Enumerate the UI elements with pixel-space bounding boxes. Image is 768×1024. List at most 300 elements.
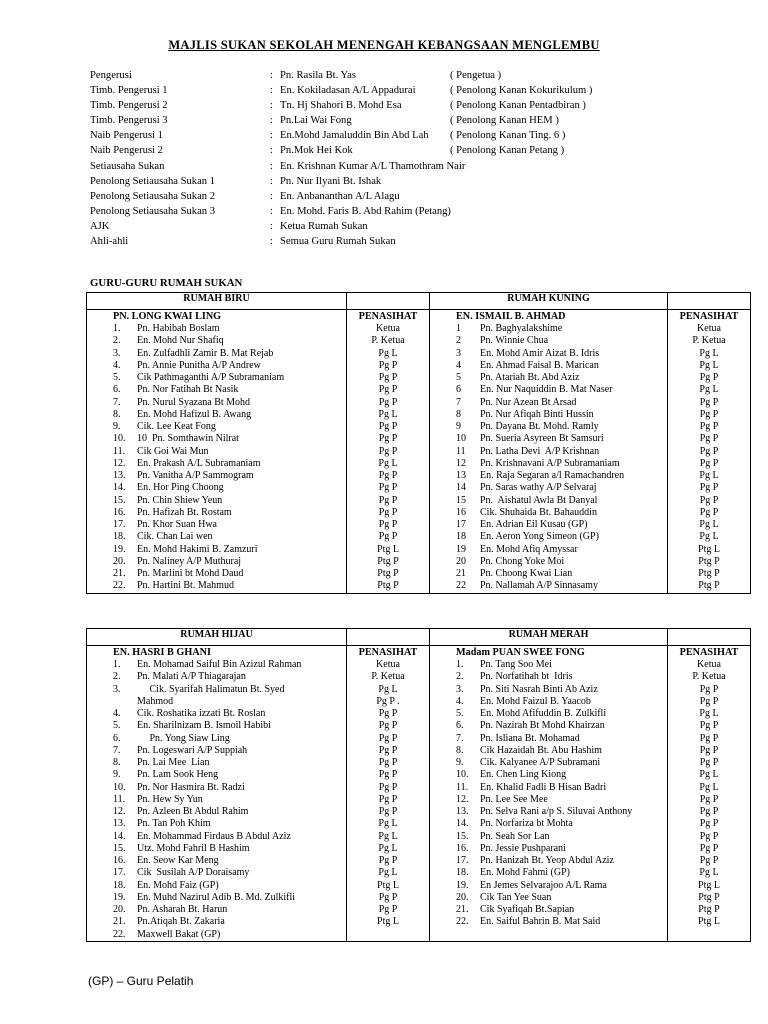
member-number: 19. <box>113 543 126 555</box>
member-role: Pg P <box>378 720 398 732</box>
member-row <box>87 769 346 781</box>
member-role: Ptg L <box>377 543 399 555</box>
member-name: Cik Goi Wai Mun <box>137 445 209 457</box>
member-number: 5. <box>113 372 121 383</box>
member-name: Pn. Seah Sor Lan <box>480 830 550 842</box>
house-header-row <box>87 293 751 310</box>
committee-row <box>90 234 730 249</box>
house-lead-teacher: EN. HASRI B GHANI <box>113 647 211 658</box>
member-row <box>87 904 346 916</box>
member-name: Cik Pathmaganthi A/P Subramaniam <box>137 372 285 383</box>
member-name: En. Mohamad Saiful Bin Azizul Rahman <box>137 659 302 670</box>
member-number: 19. <box>456 879 469 891</box>
member-number: 1. <box>113 659 121 670</box>
member-number: 21. <box>113 568 126 579</box>
member-role: Ketua <box>376 659 400 670</box>
penasihat-header: PENASIHAT <box>679 647 739 658</box>
member-name: Pn. Krishnavani A/P Subramaniam <box>480 457 620 469</box>
member-name: En. Mohd Faizul B. Yaacob <box>480 695 591 707</box>
member-name: Pn. Tan Poh Khim <box>137 818 211 830</box>
member-number: 11. <box>456 781 469 793</box>
member-role: Pg P <box>378 421 398 432</box>
member-number: 13 <box>456 470 466 481</box>
member-row <box>87 384 346 396</box>
member-name: Pn. Winnie Chua <box>480 335 549 347</box>
member-role: Pg P <box>699 506 719 518</box>
member-role: Pg P <box>378 757 398 768</box>
member-role: Pg P <box>378 744 398 756</box>
member-name: Utz. Mohd Fahril B Hashim <box>137 842 250 854</box>
member-name: Pn. Malati A/P Thiagarajan <box>137 671 246 683</box>
member-row <box>87 409 346 421</box>
member-name: En. Zulfadhli Zamir B. Mat Rejab <box>137 347 274 359</box>
member-roles-cell <box>347 310 430 594</box>
member-role: Ptg L <box>698 916 720 928</box>
house-name: RUMAH BIRU <box>87 293 347 310</box>
member-name: En. Khalid Fadli B Hisan Badri <box>480 781 607 793</box>
member-row <box>87 684 346 696</box>
committee-colon: : <box>270 220 273 232</box>
committee-colon: : <box>270 190 273 202</box>
member-role: Pg P <box>699 445 719 457</box>
member-name: Pn. Chin Shiew Yeun <box>137 494 223 506</box>
member-number: 19 <box>456 543 466 555</box>
member-name: En. Sharilnizam B. Ismoil Habibi <box>137 720 271 732</box>
member-row <box>87 757 346 769</box>
member-role: Pg P <box>378 384 398 396</box>
committee-colon: : <box>270 130 273 142</box>
member-role: Ketua <box>697 659 721 670</box>
member-number: 20. <box>113 555 126 567</box>
member-row <box>430 745 667 757</box>
member-name: Pn. Hartini Bt. Mahmud <box>137 580 234 592</box>
member-name: En. Raja Segaran a/l Ramachandren <box>480 470 625 481</box>
member-number: 17 <box>456 519 466 530</box>
member-role: Ptg P <box>698 555 720 567</box>
committee-row <box>90 189 730 204</box>
committee-role: Timb. Pengerusi 3 <box>90 115 168 127</box>
member-row <box>87 507 346 519</box>
member-number: 6. <box>113 384 121 396</box>
committee-row <box>90 113 730 128</box>
house-lead-teacher: Madam PUAN SWEE FONG <box>456 647 585 658</box>
member-name: 10 Pn. Somthawin Nilrat <box>137 433 239 445</box>
member-name: Pn. Lam Sook Heng <box>137 769 219 781</box>
member-row <box>430 659 667 671</box>
member-number: 4. <box>456 695 464 707</box>
member-number: 6 <box>456 384 461 396</box>
member-name: Pn. Nazirah Bt Mohd Khairzan <box>480 720 605 732</box>
member-row <box>430 568 667 580</box>
committee-name: En. Mohd. Faris B. Abd Rahim (Petang) <box>280 205 451 217</box>
committee-colon: : <box>270 175 273 187</box>
house-lead-teacher: PN. LONG KWAI LING <box>113 311 222 322</box>
member-name: Pn. Aishatul Awla Bt Danyal <box>480 494 598 506</box>
member-row <box>87 696 346 708</box>
member-number: 11. <box>113 793 126 805</box>
member-row <box>87 818 346 830</box>
member-number: 15 <box>456 494 466 506</box>
member-role: Ptg P <box>698 904 720 915</box>
member-row <box>430 580 667 592</box>
member-role: Pg P <box>699 421 719 432</box>
committee-name: Tn. Hj Shahori B. Mohd Esa <box>280 100 402 112</box>
house-header-row <box>87 629 751 646</box>
member-number: 14 <box>456 482 466 494</box>
member-role: Pg L <box>699 781 719 793</box>
member-role: Pg P <box>699 720 719 732</box>
member-role: Ptg P <box>698 568 720 579</box>
member-number: 22. <box>113 928 126 940</box>
member-number: 3. <box>113 347 121 359</box>
member-role: Pg P <box>699 806 719 817</box>
member-role: Ketua <box>376 323 400 334</box>
member-role: Pg L <box>699 347 719 359</box>
member-role: P. Ketua <box>371 335 405 347</box>
member-role: Pg L <box>699 867 719 879</box>
member-roles-cell <box>668 310 751 594</box>
member-number: 22. <box>113 580 126 592</box>
empty-cell <box>347 293 430 310</box>
member-number: 7. <box>113 744 121 756</box>
member-name: Pn. Norfatihah bt Idris <box>480 671 573 683</box>
member-number: 7. <box>113 396 121 408</box>
member-role: Pg L <box>378 347 398 359</box>
member-row <box>430 348 667 360</box>
member-name: En. Mohammad Firdaus B Abdul Aziz <box>137 830 291 842</box>
committee-colon: : <box>270 205 273 217</box>
member-name: En. Adrian Eil Kusau (GP) <box>480 519 588 530</box>
member-role: Pg P <box>378 482 398 494</box>
member-row <box>430 843 667 855</box>
member-role: Pg L <box>378 830 398 842</box>
member-names-cell <box>87 646 347 942</box>
member-name: Pn. Choong Kwai Lian <box>480 568 573 579</box>
member-role: Pg P <box>378 806 398 817</box>
member-number: 7. <box>456 732 464 744</box>
penasihat-header: PENASIHAT <box>358 647 418 658</box>
member-role: Pg P <box>699 408 719 420</box>
member-names-cell <box>430 646 668 942</box>
member-number: 12. <box>456 793 469 805</box>
house-name: RUMAH HIJAU <box>87 629 347 646</box>
member-role: Pg P <box>378 506 398 518</box>
member-number: 15. <box>113 842 126 854</box>
member-role: Pg P <box>378 769 398 781</box>
member-row <box>430 684 667 696</box>
house-name: RUMAH MERAH <box>430 629 668 646</box>
member-role: Ptg L <box>377 916 399 928</box>
member-name: Pn. Lai Mee Lian <box>137 757 210 768</box>
member-role: Pg L <box>699 519 719 530</box>
member-role: Pg P <box>378 732 398 744</box>
member-name: Pn. Nur Azean Bt Arsad <box>480 396 577 408</box>
committee-colon: : <box>270 70 273 81</box>
member-role: Pg P <box>699 695 719 707</box>
member-role: Pg L <box>378 683 398 695</box>
member-role: Pg L <box>699 769 719 781</box>
member-role: Pg P <box>699 433 719 445</box>
member-row <box>430 880 667 892</box>
member-role: Pg P <box>378 781 398 793</box>
committee-row <box>90 68 730 83</box>
member-number: 6. <box>113 732 121 744</box>
member-row <box>430 519 667 531</box>
member-role: Pg P <box>699 818 719 830</box>
member-row <box>87 335 346 347</box>
committee-name: Pn.Lai Wai Fong <box>280 115 352 127</box>
house-body-row <box>87 646 751 942</box>
member-row <box>430 671 667 683</box>
member-row <box>87 929 346 941</box>
committee-name: Pn. Rasila Bt. Yas <box>280 70 356 81</box>
committee-note: ( Pengetua ) <box>450 70 502 81</box>
member-row <box>87 745 346 757</box>
member-number: 13. <box>113 818 126 830</box>
member-name: Pn. Jessie Pushparani <box>480 842 566 854</box>
member-roles-cell <box>668 646 751 942</box>
house-lead-teacher: EN. ISMAIL B. AHMAD <box>456 311 566 322</box>
committee-row <box>90 204 730 219</box>
member-number: 8 <box>456 408 461 420</box>
member-row <box>87 397 346 409</box>
member-number: 18. <box>456 867 469 879</box>
empty-cell <box>668 293 751 310</box>
member-number: 12. <box>113 457 126 469</box>
member-name: Cik. Lee Keat Fong <box>137 421 216 432</box>
member-name: En. Mohd Amir Aizat B. Idris <box>480 347 600 359</box>
member-row <box>87 446 346 458</box>
member-number: 13. <box>113 470 126 481</box>
member-name: Pn. Tang Soo Mei <box>480 659 552 670</box>
member-role: Pg L <box>378 867 398 879</box>
member-row <box>430 495 667 507</box>
houses-table-bottom <box>86 628 751 942</box>
member-row <box>87 348 346 360</box>
committee-name: En. Kokiladasan A/L Appadurai <box>280 85 416 97</box>
member-number: 5 <box>456 372 461 383</box>
houses-table-top <box>86 292 751 594</box>
member-role: Pg P <box>378 708 398 719</box>
member-row <box>430 482 667 494</box>
member-row <box>430 757 667 769</box>
member-name: En. Mohd Nur Shafiq <box>137 335 224 347</box>
member-role: Pg P . <box>376 695 400 707</box>
committee-note: ( Penolong Kanan HEM ) <box>450 115 559 127</box>
member-row <box>87 733 346 745</box>
member-row <box>87 659 346 671</box>
member-row <box>87 916 346 928</box>
committee-role: Pengerusi <box>90 70 132 81</box>
member-row <box>430 372 667 384</box>
member-name: En. Chen Ling Kiong <box>480 769 567 781</box>
member-number: 5. <box>113 720 121 732</box>
footnote: (GP) – Guru Pelatih <box>88 974 194 988</box>
member-number: 11. <box>113 445 126 457</box>
member-number: 18 <box>456 531 466 543</box>
member-role: Pg P <box>699 793 719 805</box>
member-row <box>87 531 346 543</box>
member-name: Cik. Kalyanee A/P Subramani <box>480 757 601 768</box>
member-row <box>87 671 346 683</box>
committee-role: Timb. Pengerusi 2 <box>90 100 168 112</box>
member-number: 16 <box>456 506 466 518</box>
member-number: 17. <box>113 519 126 530</box>
committee-note: ( Penolong Kanan Petang ) <box>450 145 565 157</box>
member-name: En. Aeron Yong Simeon (GP) <box>480 531 599 543</box>
member-name: Pn. Saras wathy A/P Selvaraj <box>480 482 597 494</box>
member-role: Pg P <box>699 494 719 506</box>
member-number: 5. <box>456 708 464 719</box>
house-body-row <box>87 310 751 594</box>
member-row <box>430 360 667 372</box>
member-role: Ptg P <box>698 891 720 903</box>
member-name: Pn. Hafizah Bt. Rostam <box>137 506 232 518</box>
member-role: Pg P <box>699 842 719 854</box>
committee-role: Penolong Setiausaha Sukan 2 <box>90 190 216 202</box>
member-role: Pg L <box>378 457 398 469</box>
member-name: En Jemes Selvarajoo A/L Rama <box>480 879 607 891</box>
member-row <box>430 892 667 904</box>
member-number: 16. <box>113 506 126 518</box>
member-row <box>430 384 667 396</box>
member-name: Pn. Vanitha A/P Sammogram <box>137 470 254 481</box>
member-row <box>87 495 346 507</box>
committee-name: Pn.Mok Hei Kok <box>280 145 353 157</box>
member-number: 11 <box>456 445 466 457</box>
member-number: 17. <box>456 855 469 866</box>
committee-note: ( Penolong Kanan Pentadbiran ) <box>450 100 586 112</box>
member-role: Pg P <box>699 482 719 494</box>
member-role: Pg P <box>378 891 398 903</box>
member-names-cell <box>430 310 668 594</box>
member-name: Pn. Latha Devi A/P Krishnan <box>480 445 600 457</box>
member-row <box>87 458 346 470</box>
member-name: Pn. Khor Suan Hwa <box>137 519 217 530</box>
member-role: Pg P <box>378 793 398 805</box>
member-name: Pn. Chong Yoke Moi <box>480 555 565 567</box>
member-name: Pn. Habibah Boslam <box>137 323 220 334</box>
member-number: 20. <box>456 891 469 903</box>
member-role: Pg P <box>699 744 719 756</box>
member-row <box>87 806 346 818</box>
member-number: 7 <box>456 396 461 408</box>
committee-row <box>90 159 730 174</box>
member-row <box>87 421 346 433</box>
member-row <box>87 794 346 806</box>
member-number: 8. <box>456 744 464 756</box>
member-row <box>87 892 346 904</box>
member-number: 2 <box>456 335 461 347</box>
member-role: P. Ketua <box>692 671 726 683</box>
member-row <box>87 482 346 494</box>
member-name: Pn. Naliney A/P Muthuraj <box>137 555 242 567</box>
member-number: 4. <box>113 708 121 719</box>
member-role: Ptg P <box>377 568 399 579</box>
member-number: 9. <box>456 757 464 768</box>
member-number: 10. <box>456 769 469 781</box>
member-role: Pg P <box>378 470 398 481</box>
committee-row <box>90 219 730 234</box>
member-row <box>87 372 346 384</box>
member-number: 2. <box>113 335 121 347</box>
member-role <box>347 929 429 941</box>
member-row <box>87 433 346 445</box>
member-number: 9 <box>456 421 461 432</box>
member-row <box>430 831 667 843</box>
member-number: 6. <box>456 720 464 732</box>
member-row <box>430 867 667 879</box>
committee-name: En.Mohd Jamaluddin Bin Abd Lah <box>280 130 429 142</box>
committee-role: Setiausaha Sukan <box>90 160 165 172</box>
member-number: 1 <box>456 323 461 334</box>
member-row <box>87 831 346 843</box>
committee-role: Penolong Setiausaha Sukan 1 <box>90 175 216 187</box>
member-role: Pg L <box>699 708 719 719</box>
committee-colon: : <box>270 85 273 97</box>
member-name: En. Mohd Afifuddin B. Zulkifli <box>480 708 607 719</box>
member-name: En. Muhd Nazirul Adib B. Md. Zulkifli <box>137 891 296 903</box>
member-row <box>430 916 667 928</box>
penasihat-header: PENASIHAT <box>679 311 739 322</box>
member-name: Pn. Nallamah A/P Sinnasamy <box>480 580 598 592</box>
member-row <box>430 733 667 745</box>
member-number: 20 <box>456 555 466 567</box>
member-number: 10. <box>113 433 126 445</box>
member-row <box>87 708 346 720</box>
member-name: Pn. Sueria Asyreen Bt Samsuri <box>480 433 604 445</box>
member-name: Pn. Azleen Bt Abdul Rahim <box>137 806 249 817</box>
member-name: Pn. Nurul Syazana Bt Mohd <box>137 396 251 408</box>
section-title: GURU-GURU RUMAH SUKAN <box>90 277 243 289</box>
member-roles-cell <box>347 646 430 942</box>
member-row <box>430 433 667 445</box>
member-number: 15. <box>456 830 469 842</box>
committee-name: En. Krishnan Kumar A/L Thamothram Nair <box>280 160 466 172</box>
member-names-cell <box>87 310 347 594</box>
member-number: 18. <box>113 531 126 543</box>
member-number: 9. <box>113 421 121 432</box>
committee-role: Timb. Pengerusi 1 <box>90 85 168 97</box>
member-name: Pn. Nor Fatihah Bt Nasik <box>137 384 239 396</box>
member-row <box>430 556 667 568</box>
member-row <box>430 818 667 830</box>
member-row <box>87 519 346 531</box>
member-number: 2. <box>456 671 464 683</box>
member-role: Pg P <box>378 494 398 506</box>
member-name: Pn. Lee See Mee <box>480 793 548 805</box>
member-name: Maxwell Bakat (GP) <box>137 928 221 940</box>
member-name: Cik Syafiqah Bt.Sapian <box>480 904 575 915</box>
member-name: Pn. Marlini bt Mohd Daud <box>137 568 244 579</box>
member-name: Pn. Logeswari A/P Suppiah <box>137 744 248 756</box>
member-role: Pg P <box>699 757 719 768</box>
member-name: Pn. Baghyalakshime <box>480 323 563 334</box>
member-number: 22. <box>456 916 469 928</box>
committee-name: Ketua Rumah Sukan <box>280 220 368 232</box>
member-row <box>430 904 667 916</box>
member-name: Pn. Dayana Bt. Mohd. Ramly <box>480 421 599 432</box>
member-row <box>87 556 346 568</box>
member-row <box>430 708 667 720</box>
member-role: Ptg L <box>698 543 720 555</box>
member-role: Pg P <box>699 372 719 383</box>
member-row <box>430 855 667 867</box>
member-name: Pn. Yong Siaw Ling <box>137 732 230 744</box>
member-name: Pn. Siti Nasrah Binti Ab Aziz <box>480 683 598 695</box>
member-row <box>430 409 667 421</box>
member-name: Pn. Hew Sy Yun <box>137 793 203 805</box>
